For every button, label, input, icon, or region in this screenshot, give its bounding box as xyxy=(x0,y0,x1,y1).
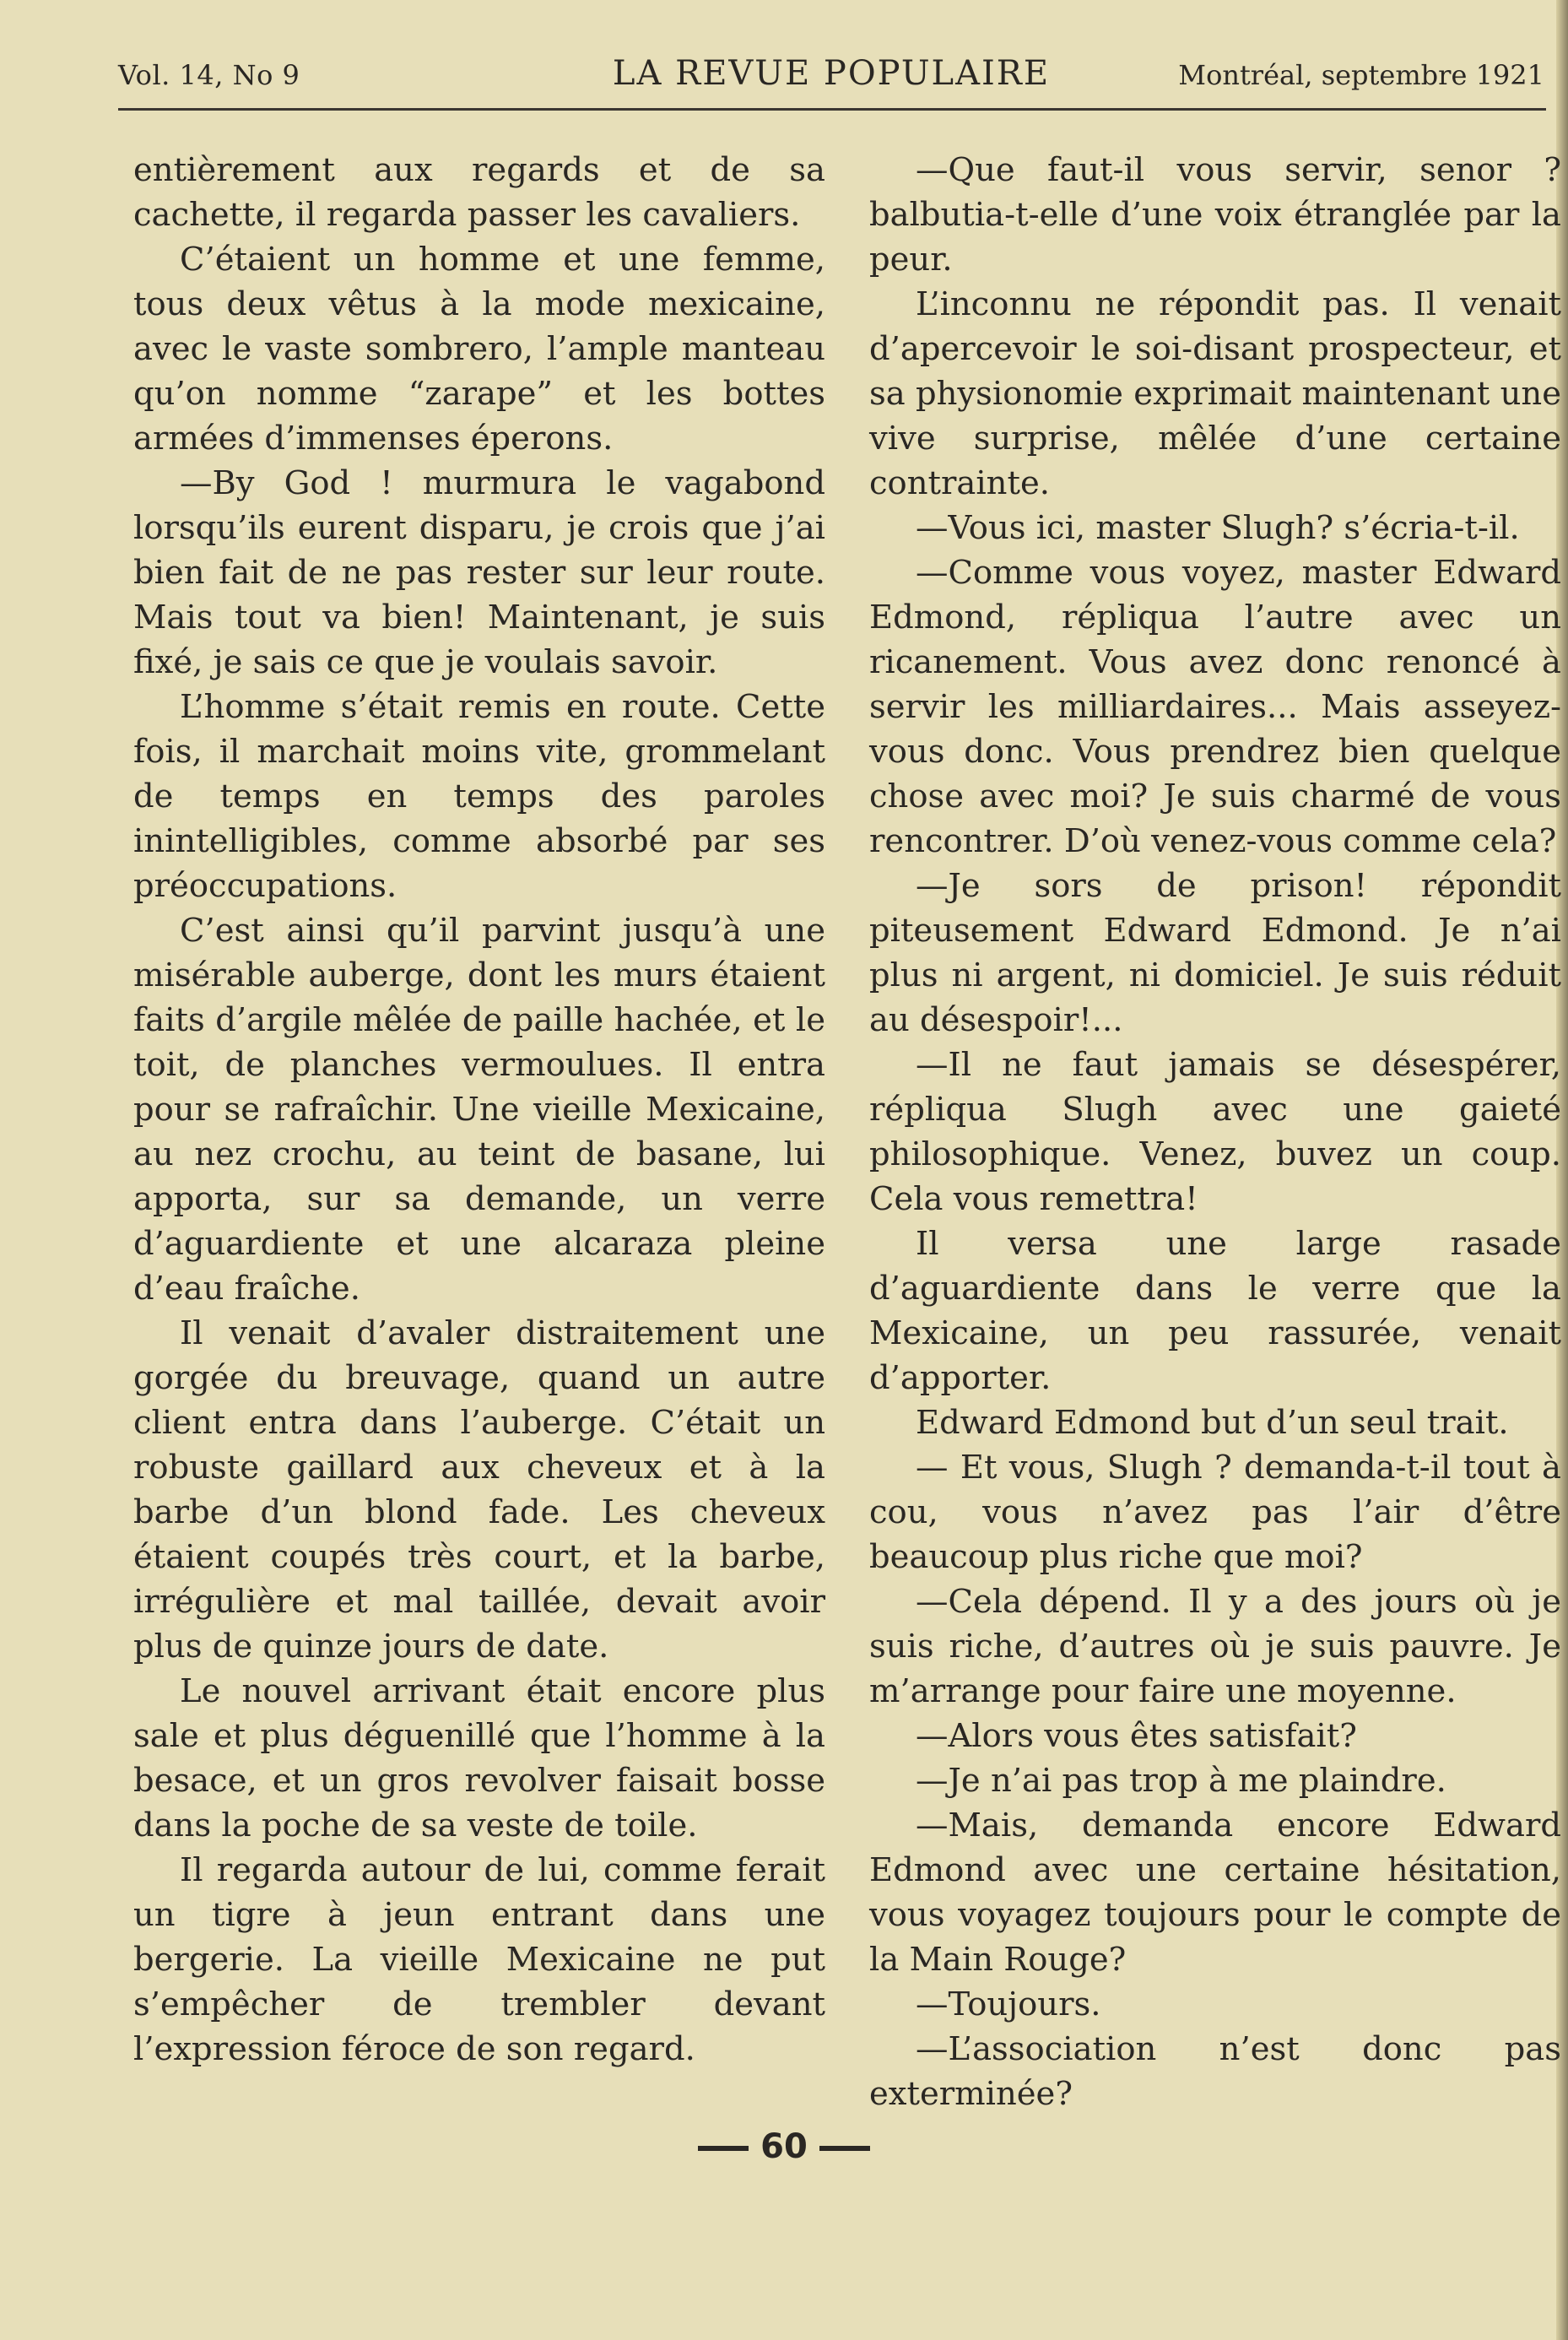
running-header xyxy=(118,51,1544,101)
paragraph: —L’association n’est donc pas exterminée? xyxy=(869,2030,1561,2113)
paragraph: —Comme vous voyez, master Edward Edmond, répliqua l’autre avec un ricanement. Vous avez donc renoncé à servir les milliardaires... Mais asseyez-vous donc. Vous prendrez bien quelque chose avec moi? Je suis charmé de vous rencontrer. D’où venez-vous comme cela? xyxy=(869,554,1561,860)
left-column xyxy=(133,148,825,2072)
publication-date: Montréal, septembre 1921 xyxy=(1178,59,1544,91)
paragraph: Il venait d’avaler distraitement une gorgée du breuvage, quand un autre client entra dans l’auberge. C’était un robuste gaillard aux cheveux et à la barbe d’un blond fade. Les cheveux étaient coupés très court, et la barbe, irrégulière et mal taillée, devait avoir plus de quinze jours de date. xyxy=(133,1314,825,1666)
paragraph: L’homme s’était remis en route. Cette fois, il marchait moins vite, grommelant de temps en temps des paroles inintelligibles, comme absorbé par ses préoccupations. xyxy=(133,688,825,905)
paragraph: —Cela dépend. Il y a des jours où je suis riche, d’autres où je suis pauvre. Je m’arrange pour faire une moyenne. xyxy=(869,1583,1561,1710)
paragraph: Il regarda autour de lui, comme ferait un tigre à jeun entrant dans une bergerie. La vieille Mexicaine ne put s’empêcher de trembler devant l’expression féroce de son regard. xyxy=(133,1851,825,2068)
paragraph: —Vous ici, master Slugh? s’écria-t-il. xyxy=(916,509,1520,547)
paragraph: entièrement aux regards et de sa cachette, il regarda passer les cavaliers. xyxy=(133,151,825,234)
paragraph: — Et vous, Slugh ? demanda-t-il tout à cou, vous n’avez pas l’air d’être beaucoup plus riche que moi? xyxy=(869,1449,1561,1576)
publication-title: LA REVUE POPULAIRE xyxy=(612,54,1051,93)
page-number: 60 xyxy=(760,2127,808,2166)
folio-dash-right xyxy=(819,2146,870,2151)
paragraph: —Je n’ai pas trop à me plaindre. xyxy=(916,1762,1446,1800)
paragraph: Edward Edmond but d’un seul trait. xyxy=(916,1404,1509,1442)
paragraph: —Que faut-il vous servir, senor ? balbutia-t-elle d’une voix étranglée par la peur. xyxy=(869,151,1561,279)
paragraph: —By God ! murmura le vagabond lorsqu’ils eurent disparu, je crois que j’ai bien fait de ne pas rester sur leur route. Mais tout va bien! Maintenant, je suis fixé, je sais ce que je voulais savoir. xyxy=(133,464,825,681)
folio-dash-left xyxy=(698,2146,749,2151)
paragraph: —Alors vous êtes satisfait? xyxy=(916,1717,1357,1755)
paragraph: C’est ainsi qu’il parvint jusqu’à une misérable auberge, dont les murs étaient faits d’argile mêlée de paille hachée, et le toit, de planches vermoulues. Il entra pour se rafraîchir. Une vieille Mexicaine, au nez crochu, au teint de basane, lui apporta, sur sa demande, un verre d’aguardiente et une alcaraza pleine d’eau fraîche. xyxy=(133,912,825,1308)
paragraph: C’étaient un homme et une femme, tous deux vêtus à la mode mexicaine, avec le vaste sombrero, l’ample manteau qu’on nomme “zarape” et les bottes armées d’immenses éperons. xyxy=(133,241,825,458)
volume-number: Vol. 14, No 9 xyxy=(118,59,300,91)
paragraph: Il versa une large rasade d’aguardiente dans le verre que la Mexicaine, un peu rassurée, venait d’apporter. xyxy=(869,1225,1561,1397)
page-number-footer xyxy=(0,2127,1568,2166)
right-column xyxy=(869,148,1561,2116)
paragraph: —Mais, demanda encore Edward Edmond avec une certaine hésitation, vous voyagez toujours pour le compte de la Main Rouge? xyxy=(869,1806,1561,1979)
paragraph: L’inconnu ne répondit pas. Il venait d’apercevoir le soi-disant prospecteur, et sa physionomie exprimait maintenant une vive surprise, mêlée d’une certaine contrainte. xyxy=(869,285,1562,502)
paragraph: Le nouvel arrivant était encore plus sale et plus déguenillé que l’homme à la besace, et un gros revolver faisait bosse dans la poche de sa veste de toile. xyxy=(133,1672,825,1844)
paragraph: —Toujours. xyxy=(916,1985,1101,2023)
paragraph: —Il ne faut jamais se désespérer, répliqua Slugh avec une gaieté philosophique. Venez, buvez un coup. Cela vous remettra! xyxy=(869,1046,1561,1218)
header-rule xyxy=(118,108,1546,111)
paragraph: —Je sors de prison! répondit piteusement Edward Edmond. Je n’ai plus ni argent, ni domiciel. Je suis réduit au désespoir!... xyxy=(869,867,1561,1039)
